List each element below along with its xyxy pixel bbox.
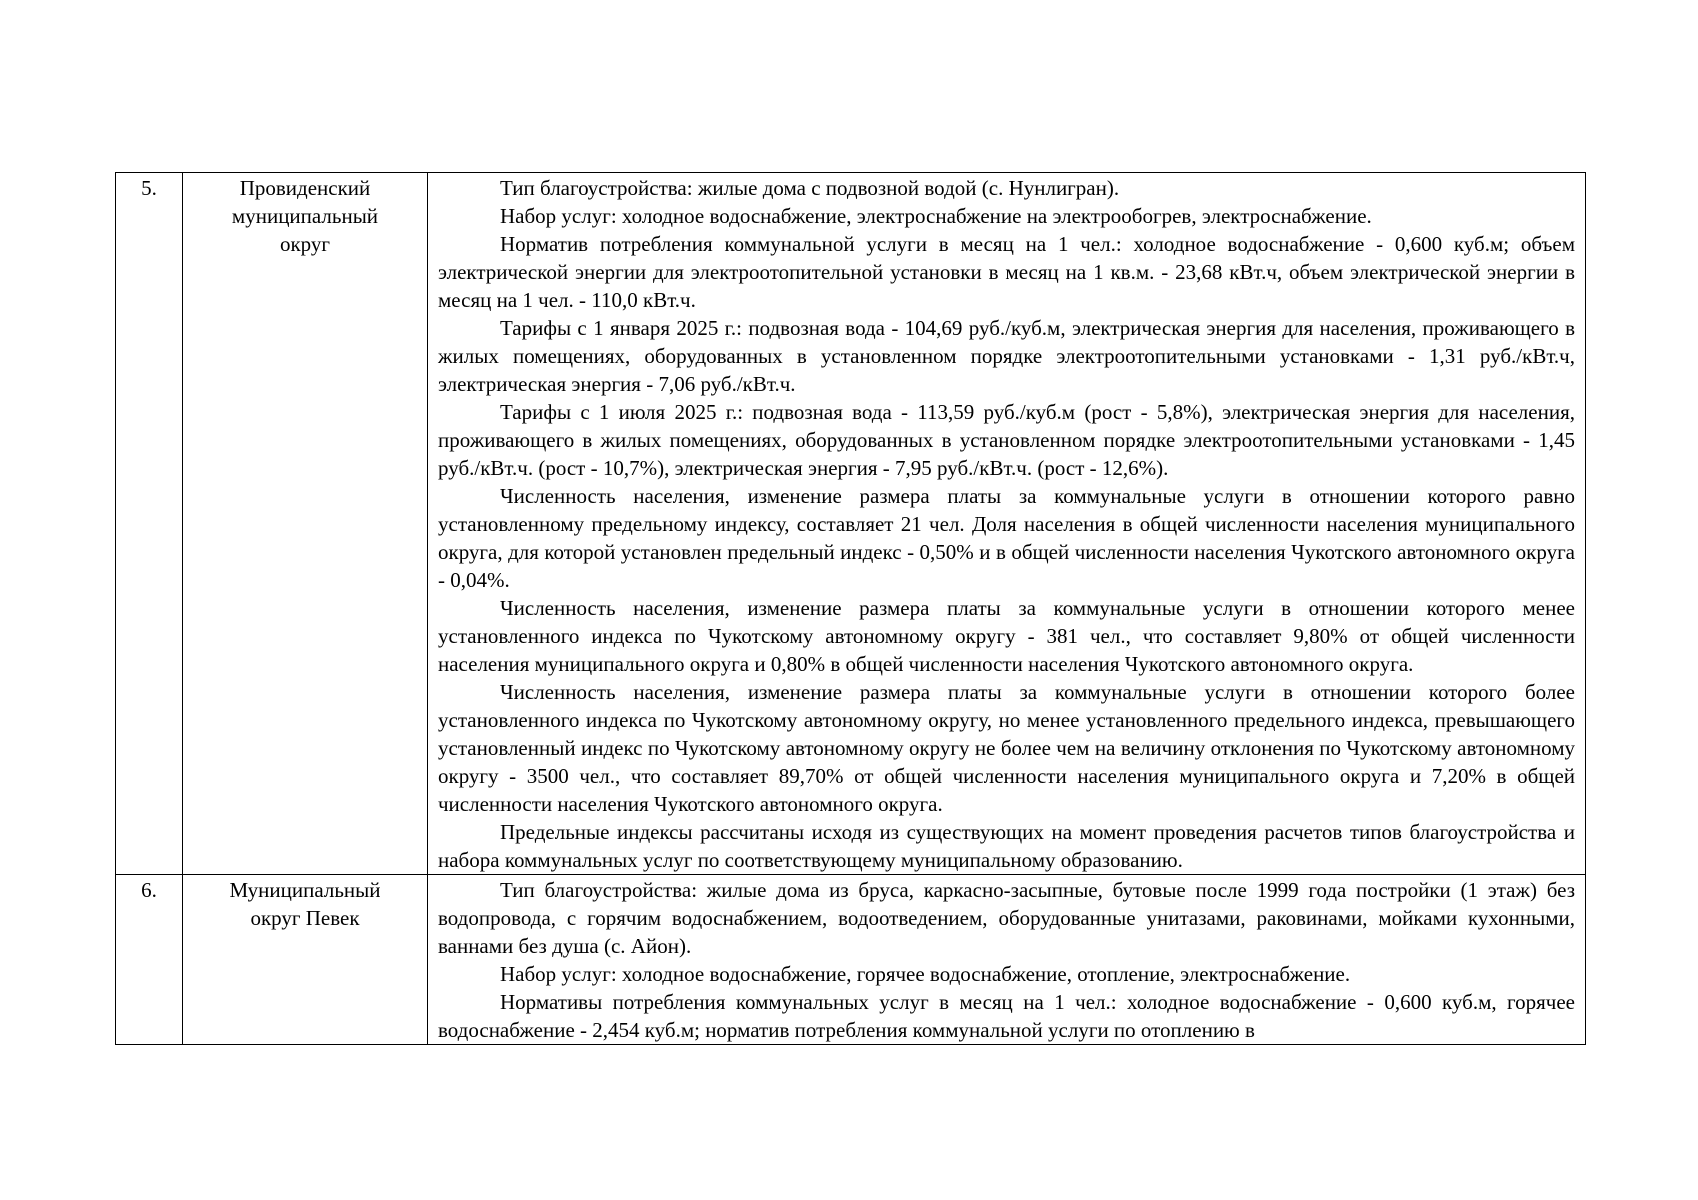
municipality-name-line: округ Певек — [250, 906, 360, 930]
table-row — [116, 173, 1586, 875]
description-paragraph: Тип благоустройства: жилые дома из бруса, каркасно-засыпные, бутовые после 1999 года постройки (1 этаж) без водопровода, с горячим водоснабжением, водоотведением, оборудованные унитазами, раковинами, мойками кухонными, ваннами без душа (с. Айон). — [438, 878, 1575, 958]
description-cell — [428, 875, 1586, 1045]
description-paragraph: Численность населения, изменение размера платы за коммунальные услуги в отношении которого равно установленному предельному индексу, составляет 21 чел. Доля населения в общей численности населения муниципального округа, для которой установлен предельный индекс - 0,50% и в общей численности населения Чукотского автономного округа - 0,04%. — [438, 484, 1575, 592]
municipality-name-line: Муниципальный — [229, 878, 381, 902]
municipality-name — [183, 173, 428, 875]
description-paragraph: Численность населения, изменение размера платы за коммунальные услуги в отношении которого менее установленного индекса по Чукотскому автономному округу - 381 чел., что составляет 9,80% от общей численности населения муниципального округа и 0,80% в общей численности населения Чукотского автономного округа. — [438, 596, 1575, 676]
description-paragraph: Численность населения, изменение размера платы за коммунальные услуги в отношении которого более установленного индекса по Чукотскому автономному округу, но менее установленного предельного индекса, превышающего установленный индекс по Чукотскому автономному округу не более чем на величину отклонения по Чукотскому автономному округу - 3500 чел., что составляет 89,70% от общей численности населения муниципального округа и 7,20% в общей численности населения Чукотского автономного округа. — [438, 680, 1575, 816]
description-paragraph: Предельные индексы рассчитаны исходя из существующих на момент проведения расчетов типов благоустройства и набора коммунальных услуг по соответствующему муниципальному образованию. — [438, 820, 1575, 872]
row-number: 6. — [116, 875, 183, 1045]
row-number: 5. — [116, 173, 183, 875]
description-paragraph: Тип благоустройства: жилые дома с подвозной водой (с. Нунлигран). — [500, 176, 1120, 200]
tariff-table — [115, 172, 1586, 1045]
municipality-name-line: округ — [279, 232, 331, 256]
municipality-name — [183, 875, 428, 1045]
description-paragraph: Набор услуг: холодное водоснабжение, горячее водоснабжение, отопление, электроснабжение. — [500, 962, 1351, 986]
table-row — [116, 875, 1586, 1045]
description-paragraph: Нормативы потребления коммунальных услуг в месяц на 1 чел.: холодное водоснабжение - 0,600 куб.м, горячее водоснабжение - 2,454 куб.м; норматив потребления коммунальной услуги по отоплению в — [438, 990, 1575, 1042]
municipality-name-line: Провиденский — [239, 176, 371, 200]
description-paragraph: Тарифы с 1 января 2025 г.: подвозная вода - 104,69 руб./куб.м, электрическая энергия для населения, проживающего в жилых помещениях, оборудованных в установленном порядке электроотопительными установками - 1,31 руб./кВт.ч, электрическая энергия - 7,06 руб./кВт.ч. — [438, 316, 1575, 396]
description-cell — [428, 173, 1586, 875]
municipality-name-line: муниципальный — [231, 204, 379, 228]
description-paragraph: Норматив потребления коммунальной услуги в месяц на 1 чел.: холодное водоснабжение - 0,600 куб.м; объем электрической энергии для электроотопительной установки в месяц на 1 кв.м. - 23,68 кВт.ч, объем электрической энергии в месяц на 1 чел. - 110,0 кВт.ч. — [438, 232, 1575, 312]
description-paragraph: Тарифы с 1 июля 2025 г.: подвозная вода - 113,59 руб./куб.м (рост - 5,8%), электрическая энергия для населения, проживающего в жилых помещениях, оборудованных в установленном порядке электроотопительными установками - 1,45 руб./кВт.ч. (рост - 10,7%), электрическая энергия - 7,95 руб./кВт.ч. (рост - 12,6%). — [438, 400, 1575, 480]
description-paragraph: Набор услуг: холодное водоснабжение, электроснабжение на электрообогрев, электроснабжение. — [500, 204, 1372, 228]
